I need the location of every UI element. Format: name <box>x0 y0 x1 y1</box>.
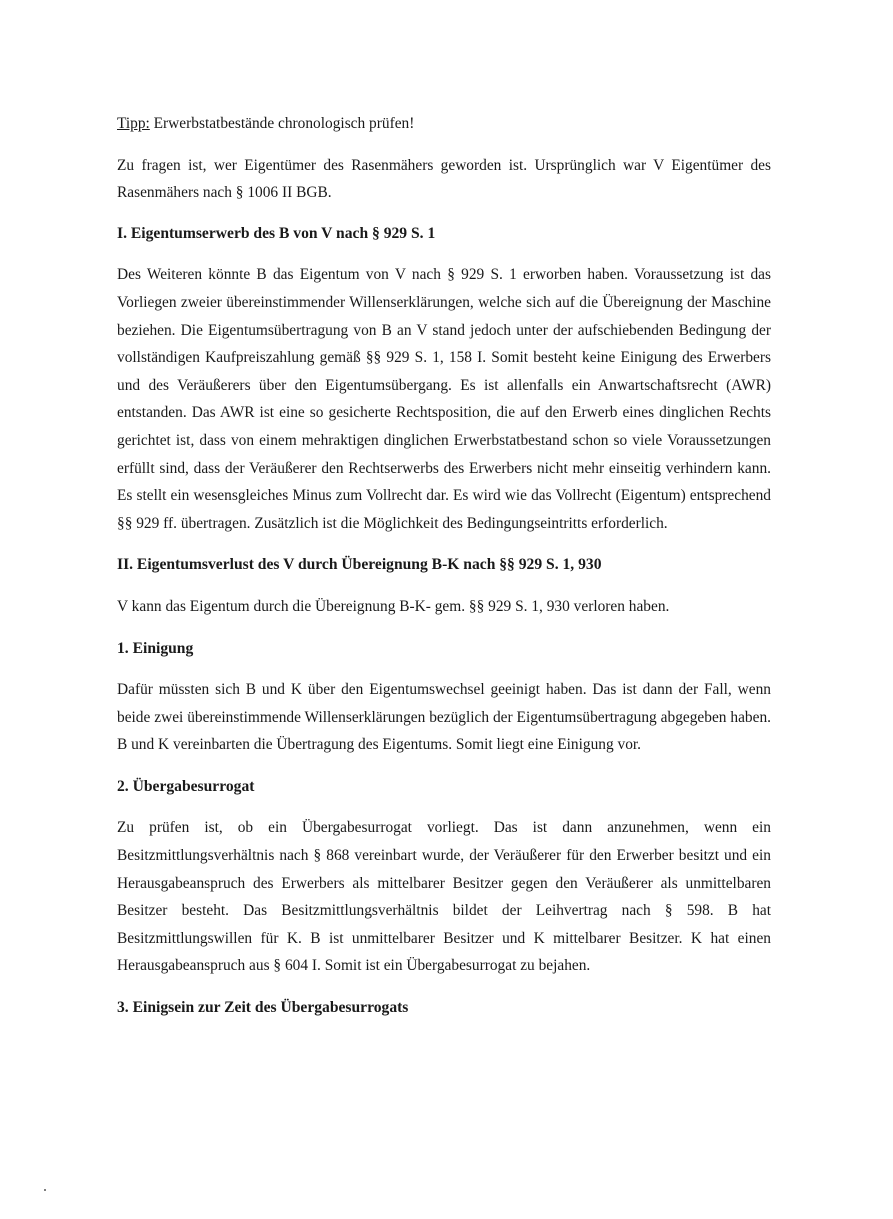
subsection-1-heading: 1. Einigung <box>117 639 194 657</box>
intro-paragraph: Zu fragen ist, wer Eigentümer des Rasenmähers geworden ist. Ursprünglich war V Eigentümer des Rasenmähers nach § 1006 II BGB. <box>117 156 771 202</box>
scan-speck <box>44 1189 46 1191</box>
section-2-paragraph: V kann das Eigentum durch die Übereignung B-K- gem. §§ 929 S. 1, 930 verloren haben. <box>117 597 670 615</box>
section-1-paragraph: Des Weiteren könnte B das Eigentum von V nach § 929 S. 1 erworben haben. Voraussetzung ist das Vorliegen zweier übereinstimmender Willenserklärungen, welche sich auf die Übereignung der Maschine beziehen. Die Eigentumsübertragung von B an V stand jedoch unter der aufschiebenden Bedingung der vollständigen Kaufpreiszahlung gemäß §§ 929 S. 1, 158 I. Somit besteht keine Einigung des Erwerbers und des Veräußerers über den Eigentumsübergang. Es ist allenfalls ein Anwartschaftsrecht (AWR) entstanden. Das AWR ist eine so gesicherte Rechtsposition, die auf den Erwerb eines dinglichen Rechts gerichtet ist, dass von einem mehraktigen dinglichen Erwerbstatbestand schon so viele Voraussetzungen erfüllt sind, dass der Veräußerer den Rechtserwerbs des Erwerbers nicht mehr einseitig verhindern kann. Es stellt ein wesensgleiches Minus zum Vollrecht dar. Es wird wie das Vollrecht (Eigentum) entsprechend §§ 929 ff. übertragen. Zusätzlich ist die Möglichkeit des Bedingungseintritts erforderlich. <box>117 266 771 532</box>
tipp-line <box>117 110 771 138</box>
tipp-label: Tipp: <box>117 115 150 132</box>
section-2-heading: II. Eigentumsverlust des V durch Übereignung B-K nach §§ 929 S. 1, 930 <box>117 556 602 574</box>
subsection-1-paragraph: Dafür müssten sich B und K über den Eigentumswechsel geeinigt haben. Das ist dann der Fall, wenn beide zwei übereinstimmende Willenserklärungen bezüglich der Eigentumsübertragung abgegeben haben. B und K vereinbarten die Übertragung des Eigentums. Somit liegt eine Einigung vor. <box>117 681 771 754</box>
subsection-3-heading: 3. Einigsein zur Zeit des Übergabesurrogats <box>117 999 409 1017</box>
section-1-heading: I. Eigentumserwerb des B von V nach § 929 S. 1 <box>117 224 436 242</box>
tipp-text: Erwerbstatbestände chronologisch prüfen! <box>149 115 415 132</box>
document-page <box>117 110 771 1022</box>
subsection-2-heading: 2. Übergabesurrogat <box>117 777 255 795</box>
subsection-2-paragraph: Zu prüfen ist, ob ein Übergabesurrogat vorliegt. Das ist dann anzunehmen, wenn ein Besitzmittlungsverhältnis nach § 868 vereinbart wurde, der Veräußerer für den Erwerber besitzt und ein Herausgabeanspruch des Erwerbers als mittelbarer Besitzer gegen den Veräußerer als unmittelbaren Besitzer besteht. Das Besitzmittlungsverhältnis bildet der Leihvertrag nach § 598. B hat Besitzmittlungswillen für K. B ist unmittelbarer Besitzer und K mittelbarer Besitzer. K hat einen Herausgabeanspruch aus § 604 I. Somit ist ein Übergabesurrogat zu bejahen. <box>117 819 771 975</box>
